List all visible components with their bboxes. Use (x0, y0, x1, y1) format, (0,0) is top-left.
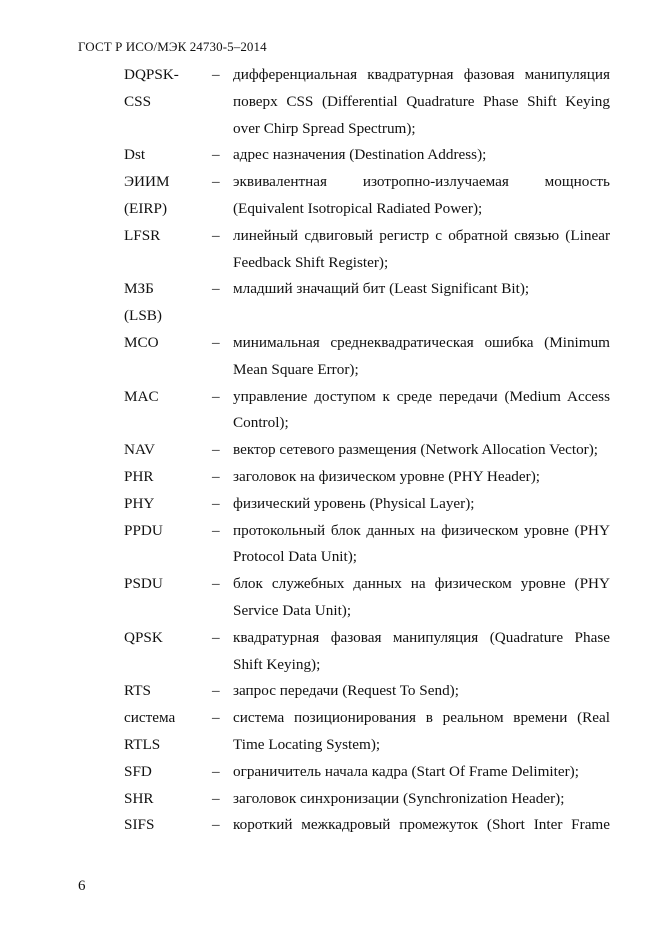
abbreviation-list (124, 62, 610, 839)
entry-dash: – (212, 816, 220, 834)
abbreviation-definition: система позиционирования в реальном времени (Real Time Locating System); (233, 709, 610, 753)
entry-dash: – (212, 521, 220, 539)
abbreviation-entry (124, 62, 610, 142)
abbreviation-term-line: RTLS (124, 735, 161, 753)
abbreviation-term (124, 464, 212, 491)
abbreviation-term-line: (EIRP) (124, 199, 168, 217)
abbreviation-term-line: система (124, 709, 176, 727)
abbreviation-term-line: LFSR (124, 226, 161, 244)
abbreviation-definition: линейный сдвиговый регистр с обратной связью (Linear Feedback Shift Register); (233, 226, 610, 271)
abbreviation-term-line: RTS (124, 682, 151, 700)
abbreviation-definition: эквивалентная изотропно-излучаемая мощность (Equivalent Isotropical Radiated Power); (233, 173, 610, 217)
abbreviation-term (124, 384, 212, 438)
abbreviation-definition: вектор сетевого размещения (Network Allocation Vector); (233, 441, 599, 459)
abbreviation-term-line: МЗБ (124, 280, 154, 298)
abbreviation-entry (124, 223, 610, 277)
abbreviation-entry (124, 142, 610, 169)
abbreviation-definition: управление доступом к среде передачи (Medium Access Control); (233, 387, 610, 432)
abbreviation-entry (124, 812, 610, 839)
page-number: 6 (78, 878, 86, 894)
abbreviation-term-line: PHY (124, 494, 155, 512)
abbreviation-term-line: DQPSK- (124, 66, 179, 83)
abbreviation-term-line: SHR (124, 789, 154, 807)
abbreviation-entry (124, 437, 610, 464)
abbreviation-term-line: NAV (124, 441, 155, 459)
abbreviation-entry (124, 518, 610, 572)
abbreviation-term-line: SFD (124, 762, 152, 780)
abbreviation-term-line: QPSK (124, 628, 163, 646)
abbreviation-term (124, 571, 212, 625)
entry-dash: – (212, 762, 220, 780)
entry-dash: – (212, 387, 220, 405)
abbreviation-definition: короткий межкадровый промежуток (Short Inter Frame (233, 816, 610, 834)
abbreviation-term (124, 625, 212, 679)
abbreviation-entry (124, 759, 610, 786)
entry-dash: – (212, 280, 220, 298)
abbreviation-term-line: (LSB) (124, 307, 162, 325)
abbreviation-definition: ограничитель начала кадра (Start Of Frame Delimiter); (233, 762, 579, 780)
abbreviation-term (124, 491, 212, 518)
entry-dash: – (212, 494, 220, 512)
abbreviation-entry (124, 705, 610, 759)
entry-dash: – (212, 146, 220, 164)
abbreviation-term-line: PPDU (124, 521, 163, 539)
abbreviation-definition: физический уровень (Physical Layer); (233, 494, 475, 512)
abbreviation-term (124, 276, 212, 330)
abbreviation-definition: дифференциальная квадратурная фазовая манипуляция поверх CSS (Differential Quadrature Phase Shift Keying over Chirp Spread Spectrum); (233, 66, 610, 137)
entry-dash: – (212, 173, 220, 191)
abbreviation-definition: адрес назначения (Destination Address); (233, 146, 487, 164)
abbreviation-definition: заголовок синхронизации (Synchronization Header); (233, 789, 565, 807)
abbreviation-entry (124, 464, 610, 491)
entry-dash: – (212, 226, 220, 244)
abbreviation-entry (124, 330, 610, 384)
abbreviation-definition: квадратурная фазовая манипуляция (Quadrature Phase Shift Keying); (233, 628, 610, 673)
abbreviation-definition: минимальная среднеквадратическая ошибка (Minimum Mean Square Error); (233, 333, 610, 378)
abbreviation-term (124, 169, 212, 223)
abbreviation-definition: запрос передачи (Request To Send); (233, 682, 459, 700)
entry-dash: – (212, 575, 220, 593)
entry-dash: – (212, 709, 220, 727)
entry-dash: – (212, 628, 220, 646)
abbreviation-term (124, 437, 212, 464)
entry-dash: – (212, 467, 220, 485)
abbreviation-term (124, 62, 212, 142)
abbreviation-entry (124, 169, 610, 223)
abbreviation-term-line: Dst (124, 146, 146, 164)
abbreviation-term (124, 812, 212, 839)
entry-dash: – (212, 682, 220, 700)
abbreviation-entry (124, 384, 610, 438)
abbreviation-term (124, 786, 212, 813)
abbreviation-term-line: МСО (124, 333, 159, 351)
abbreviation-definition: заголовок на физическом уровне (PHY Header); (233, 467, 540, 485)
abbreviation-term-line: SIFS (124, 816, 155, 834)
entry-dash: – (212, 66, 220, 83)
abbreviation-term (124, 223, 212, 277)
abbreviation-entry (124, 625, 610, 679)
abbreviation-term-line: MAC (124, 387, 159, 405)
abbreviation-term (124, 759, 212, 786)
abbreviation-definition: протокольный блок данных на физическом уровне (PHY Protocol Data Unit); (233, 521, 610, 566)
abbreviation-definition: блок служебных данных на физическом уровне (PHY Service Data Unit); (233, 575, 610, 619)
page-header: ГОСТ Р ИСО/МЭК 24730-5–2014 (78, 39, 267, 54)
abbreviation-term (124, 330, 212, 384)
abbreviation-term-line: CSS (124, 92, 152, 110)
abbreviation-term-line: PHR (124, 467, 154, 485)
abbreviation-definition: младший значащий бит (Least Significant Bit); (233, 280, 530, 298)
abbreviation-entry (124, 491, 610, 518)
abbreviation-term-line: PSDU (124, 575, 163, 593)
abbreviation-entry (124, 276, 610, 330)
abbreviation-entry (124, 678, 610, 705)
abbreviation-entry (124, 571, 610, 625)
abbreviation-entry (124, 786, 610, 813)
entry-dash: – (212, 789, 220, 807)
abbreviation-term-line: ЭИИМ (124, 173, 170, 191)
entry-dash: – (212, 333, 220, 351)
abbreviation-term (124, 518, 212, 572)
abbreviation-term (124, 142, 212, 169)
entry-dash: – (212, 441, 220, 459)
abbreviation-term (124, 678, 212, 705)
abbreviation-term (124, 705, 212, 759)
